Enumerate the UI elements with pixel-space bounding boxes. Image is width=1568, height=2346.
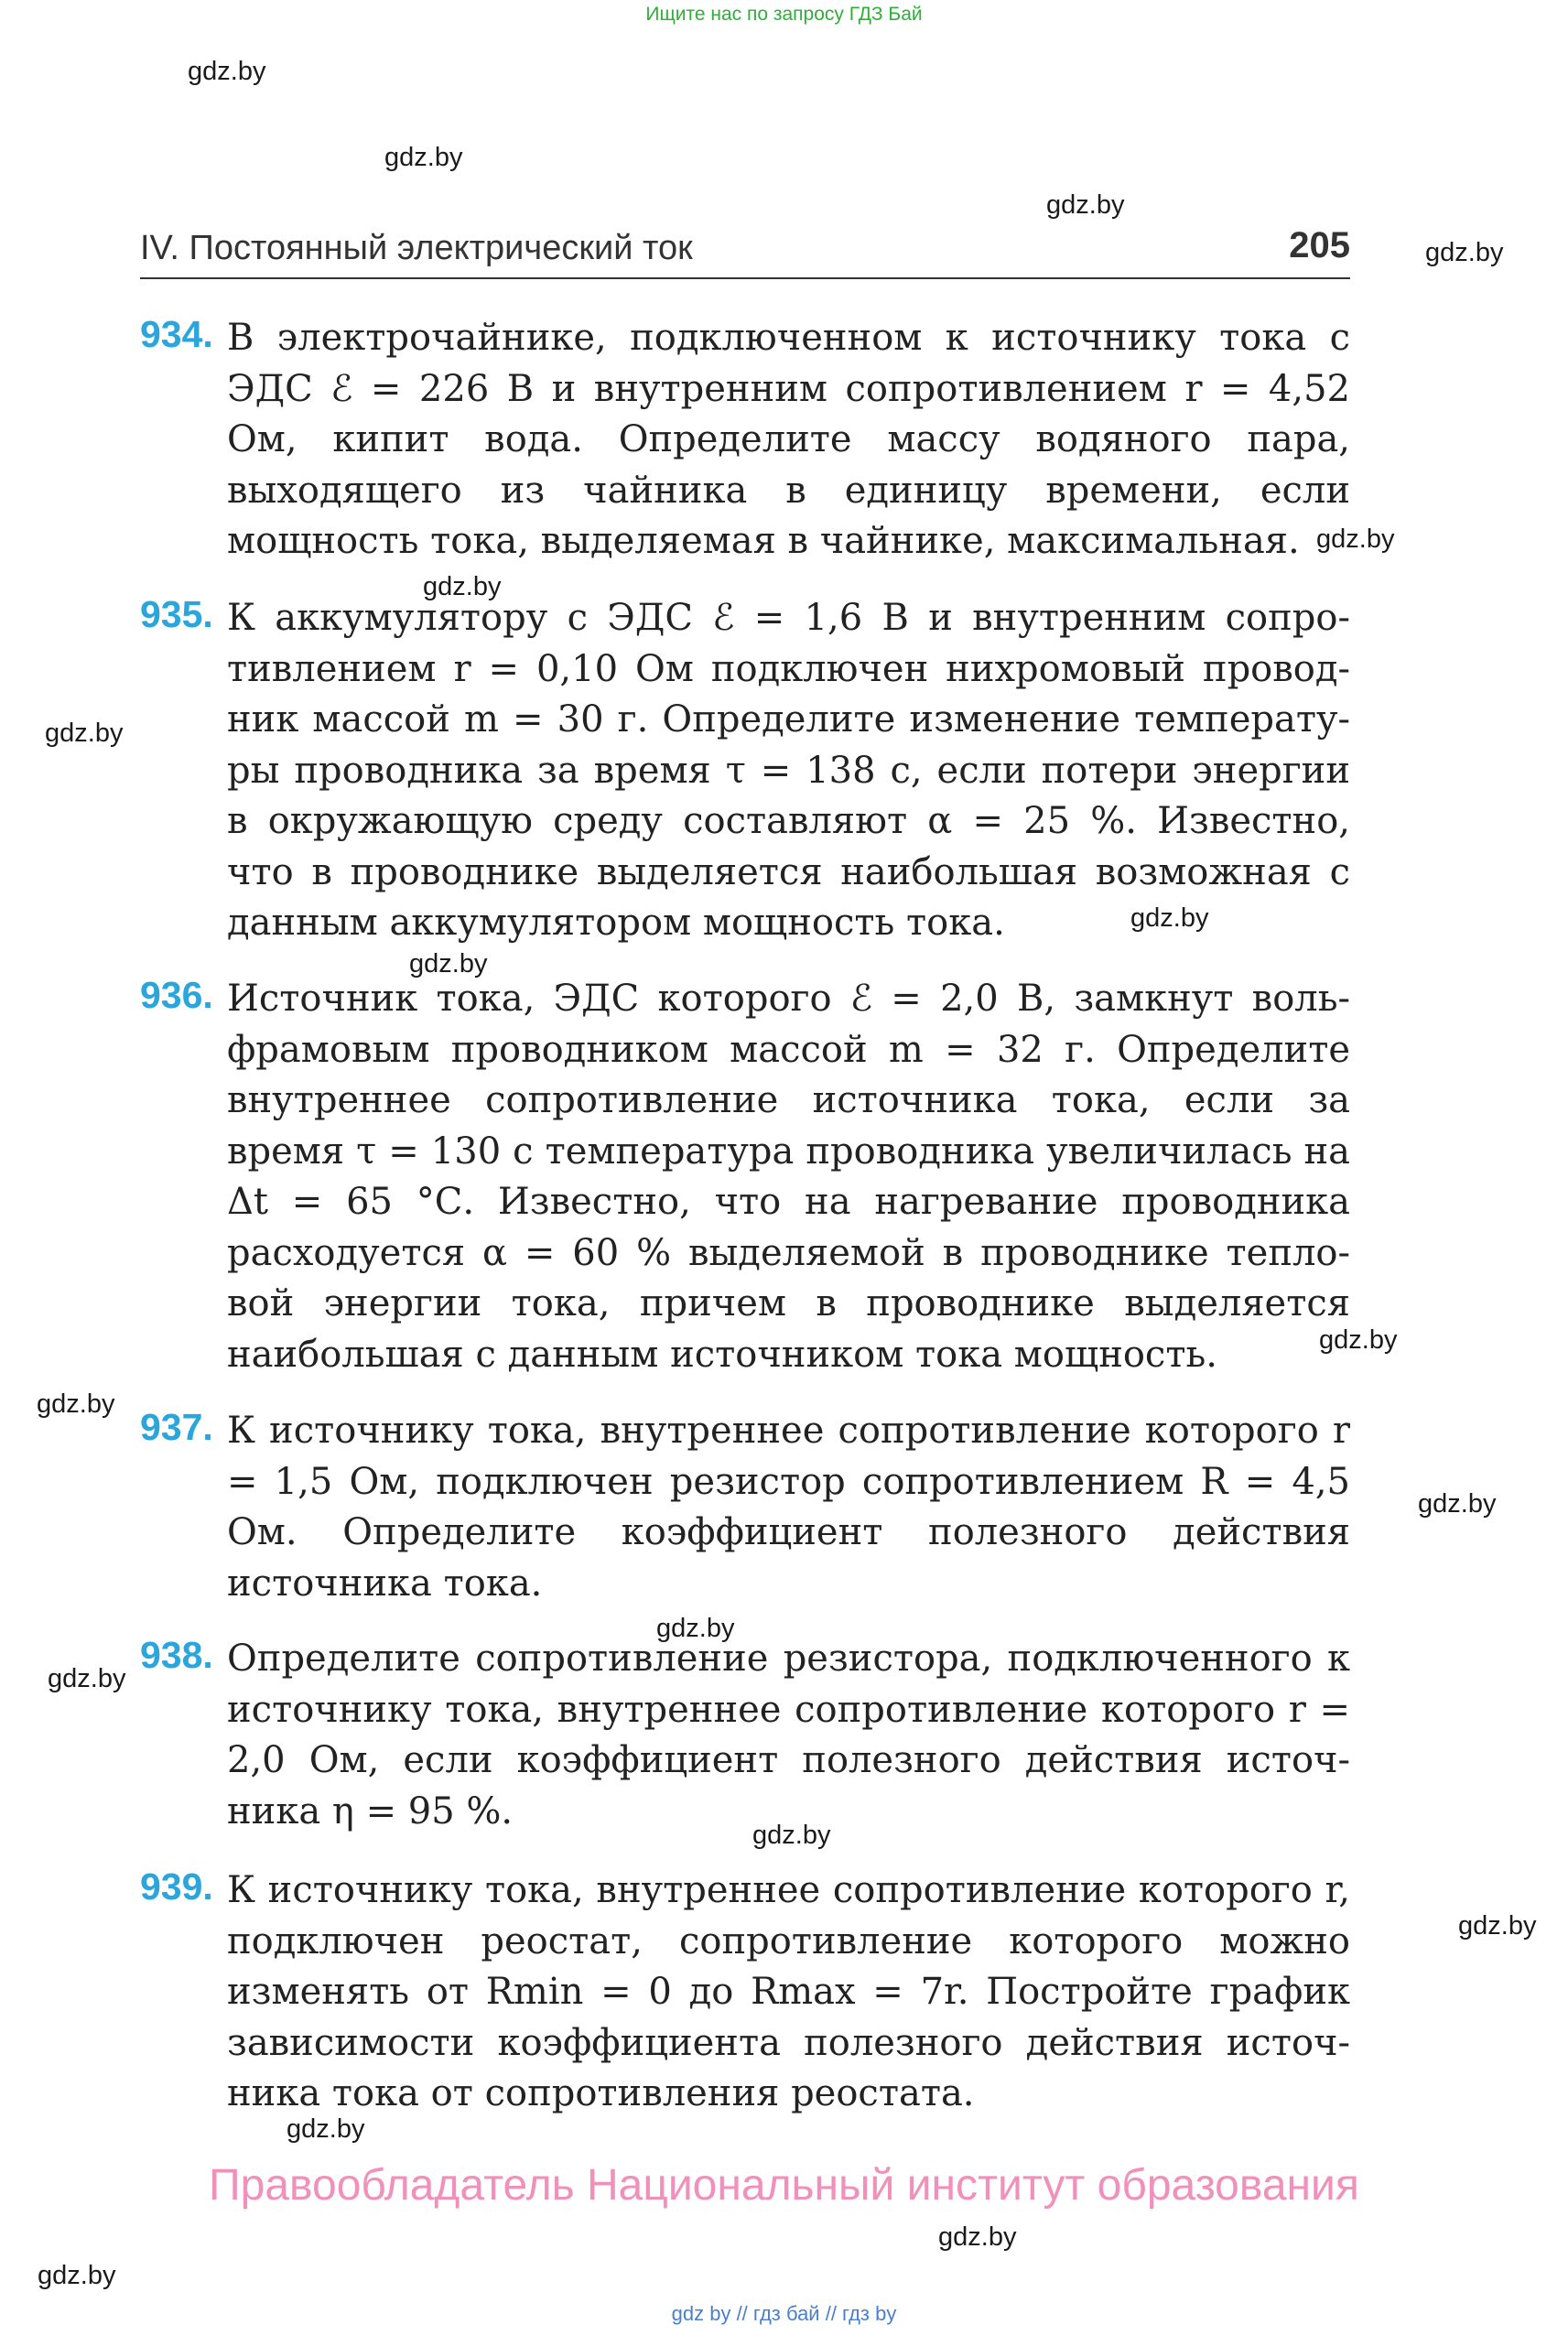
problem-936 — [140, 974, 1350, 1380]
header-divider — [140, 277, 1350, 279]
watermark: gdz.by — [188, 57, 266, 86]
problem-number: 938. — [140, 1634, 213, 1676]
problem-934 — [140, 313, 1350, 568]
problem-text: К источнику тока, внутреннее сопротивление которого r, подключен реостат, сопротивление которого можно изменять от Rmin = 0 до Rmax = 7r. Постройте график зависимости коэффициента полезного действия источника тока от сопротивления реостата. — [227, 1869, 1350, 2114]
watermark: gdz.by — [1130, 903, 1209, 933]
top-banner: Ищите нас по запросу ГДЗ Бай — [645, 4, 923, 25]
page-header-title: IV. Постоянный электрический ток — [140, 229, 693, 267]
watermark: gdz.by — [45, 719, 124, 748]
watermark: gdz.by — [1046, 190, 1125, 220]
problem-935 — [140, 593, 1350, 949]
problem-text: К источнику тока, внутреннее сопротивление которого r = 1,5 Ом, подключен резистор сопротивлением R = 4,5 Ом. Определите коэффициент полезного действия источника тока. — [227, 1410, 1350, 1605]
watermark: gdz.by — [48, 1664, 126, 1693]
watermark: gdz.by — [1458, 1911, 1537, 1941]
watermark: gdz.by — [1319, 1325, 1398, 1355]
problem-number: 939. — [140, 1865, 213, 1908]
watermark: gdz.by — [938, 2222, 1017, 2252]
watermark: gdz.by — [423, 572, 502, 601]
problem-text: В электрочайнике, подключенном к источнику тока с ЭДС ℰ = 226 В и внутренним сопротивлением r = 4,52 Ом, кипит вода. Определите массу водяного пара, выходящего из чайника в единицу времени, если мощность тока, выделяемая в чайнике, максимальная. — [227, 317, 1350, 562]
watermark: gdz.by — [38, 2261, 116, 2290]
watermark: gdz.by — [752, 1821, 831, 1850]
watermark: gdz.by — [287, 2114, 365, 2144]
watermark: gdz.by — [656, 1614, 735, 1643]
problem-937 — [140, 1406, 1350, 1609]
problem-number: 935. — [140, 593, 213, 635]
problem-938 — [140, 1634, 1350, 1837]
bottom-links[interactable]: gdz by // гдз бай // гдз by — [671, 2302, 897, 2325]
watermark: gdz.by — [1425, 238, 1504, 267]
problem-text: К аккумулятору с ЭДС ℰ = 1,6 В и внутренним сопротивлением r = 0,10 Ом подключен нихромовый проводник массой m = 30 г. Определите изменение температуры проводника за время τ = 138 с, если потери энергии в окружающую среду составляют α = 25 %. Известно, что в проводнике выделяется наибольшая возможная с данным аккумулятором мощность тока. — [227, 597, 1350, 944]
problem-number: 934. — [140, 313, 213, 355]
problem-text: Определите сопротивление резистора, подключенного к источнику тока, внутреннее сопротивление которого r = 2,0 Ом, если коэффициент полезного действия источника η = 95 %. — [227, 1638, 1350, 1832]
watermark: gdz.by — [37, 1389, 115, 1419]
problem-number: 936. — [140, 974, 213, 1016]
problem-number: 937. — [140, 1406, 213, 1448]
watermark: gdz.by — [1316, 524, 1395, 554]
copyright-notice: Правообладатель Национальный институт образования — [209, 2161, 1359, 2210]
watermark: gdz.by — [409, 949, 488, 978]
problem-text: Источник тока, ЭДС которого ℰ = 2,0 В, замкнут вольфрамовым проводником массой m = 32 г. Определите внутреннее сопротивление источника тока, если за время τ = 130 с температура проводника увеличилась на Δt = 65 °С. Известно, что на нагревание проводника расходуется α = 60 % выделяемой в проводнике тепловой энергии тока, причем в проводнике выделяется наибольшая с данным источником тока мощность. — [227, 978, 1350, 1376]
problem-939 — [140, 1865, 1350, 2120]
watermark: gdz.by — [1418, 1489, 1497, 1519]
page-number: 205 — [1289, 225, 1350, 265]
watermark: gdz.by — [384, 143, 463, 172]
